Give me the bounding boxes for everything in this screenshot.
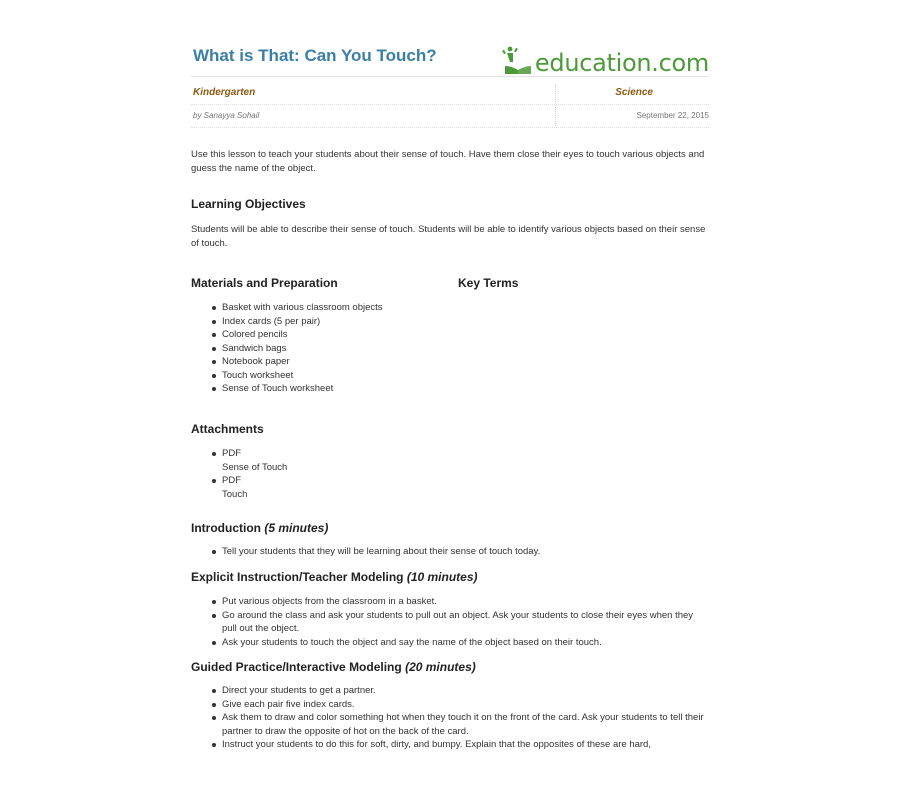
key-terms-heading: Key Terms — [458, 276, 519, 290]
meta-bottom-divider — [191, 127, 709, 128]
list-item: Direct your students to get a partner. — [191, 684, 709, 698]
learning-objectives-heading: Learning Objectives — [191, 197, 306, 211]
list-item: Sandwich bags — [191, 342, 383, 356]
attachment-link-sense-of-touch[interactable]: Sense of Touch — [222, 461, 288, 473]
list-item: Basket with various classroom objects — [191, 301, 383, 315]
attachments-list — [191, 447, 287, 501]
list-item: Index cards (5 per pair) — [191, 315, 383, 329]
introduction-heading-text: Introduction — [191, 521, 261, 535]
guided-practice-heading — [191, 660, 476, 674]
list-item: Touch worksheet — [191, 369, 383, 383]
materials-heading: Materials and Preparation — [191, 276, 338, 290]
meta-row-byline — [191, 111, 709, 125]
intro-paragraph: Use this lesson to teach your students about their sense of touch. Have them close their eyes to touch various objects and guess the name of the object. — [191, 149, 705, 174]
explicit-instruction-heading — [191, 570, 478, 584]
attachment-type: PDF — [191, 474, 287, 488]
list-item: Ask your students to touch the object and say the name of the object based on their touch. — [191, 636, 709, 650]
introduction-heading — [191, 521, 328, 535]
list-item: Give each pair five index cards. — [191, 698, 709, 712]
guided-practice-heading-text: Guided Practice/Interactive Modeling — [191, 660, 402, 674]
guided-practice-duration: (20 minutes) — [405, 660, 476, 674]
book-reader-icon — [501, 44, 535, 76]
publish-date: September 22, 2015 — [636, 111, 709, 120]
header-divider — [191, 76, 709, 77]
list-item: Sense of Touch worksheet — [191, 382, 383, 396]
explicit-instruction-list — [191, 595, 709, 649]
list-item: Colored pencils — [191, 328, 383, 342]
materials-list — [191, 301, 383, 396]
list-item: Go around the class and ask your students to pull out an object. Ask your students to close their eyes when they pull out the object. — [191, 609, 709, 636]
header — [191, 40, 709, 76]
explicit-instruction-duration: (10 minutes) — [406, 570, 478, 584]
introduction-duration: (5 minutes) — [264, 521, 329, 535]
subject-label[interactable]: Science — [615, 87, 653, 98]
list-item: Put various objects from the classroom in a basket. — [191, 595, 709, 609]
author-byline: by Sanayya Sohail — [193, 111, 260, 120]
meta-vertical-divider — [555, 84, 556, 126]
logo-text: education.com — [534, 49, 709, 77]
page-title: What is That: Can You Touch? — [193, 46, 437, 65]
learning-objectives-text: Students will be able to describe their sense of touch. Students will be able to identify various objects based on their sense of touch. — [191, 224, 706, 249]
meta-divider — [191, 104, 709, 105]
introduction-list — [191, 545, 540, 559]
attachment-link-touch[interactable]: Touch — [222, 488, 248, 500]
explicit-instruction-heading-text: Explicit Instruction/Teacher Modeling — [191, 570, 404, 584]
list-item: Instruct your students to do this for soft, dirty, and bumpy. Explain that the opposites of these are hard, — [191, 738, 709, 752]
meta-row-category — [191, 84, 709, 106]
list-item: Notebook paper — [191, 355, 383, 369]
grade-label[interactable]: Kindergarten — [193, 87, 256, 98]
education-logo[interactable] — [501, 42, 709, 76]
attachments-heading: Attachments — [191, 422, 264, 436]
guided-practice-list — [191, 684, 709, 752]
list-item: Ask them to draw and color something hot when they touch it on the front of the card. Ask your students to tell their partner to draw the opposite of hot on the back of the card. — [191, 711, 709, 738]
list-item: Tell your students that they will be learning about their sense of touch today. — [191, 545, 540, 559]
attachment-type: PDF — [191, 447, 287, 461]
